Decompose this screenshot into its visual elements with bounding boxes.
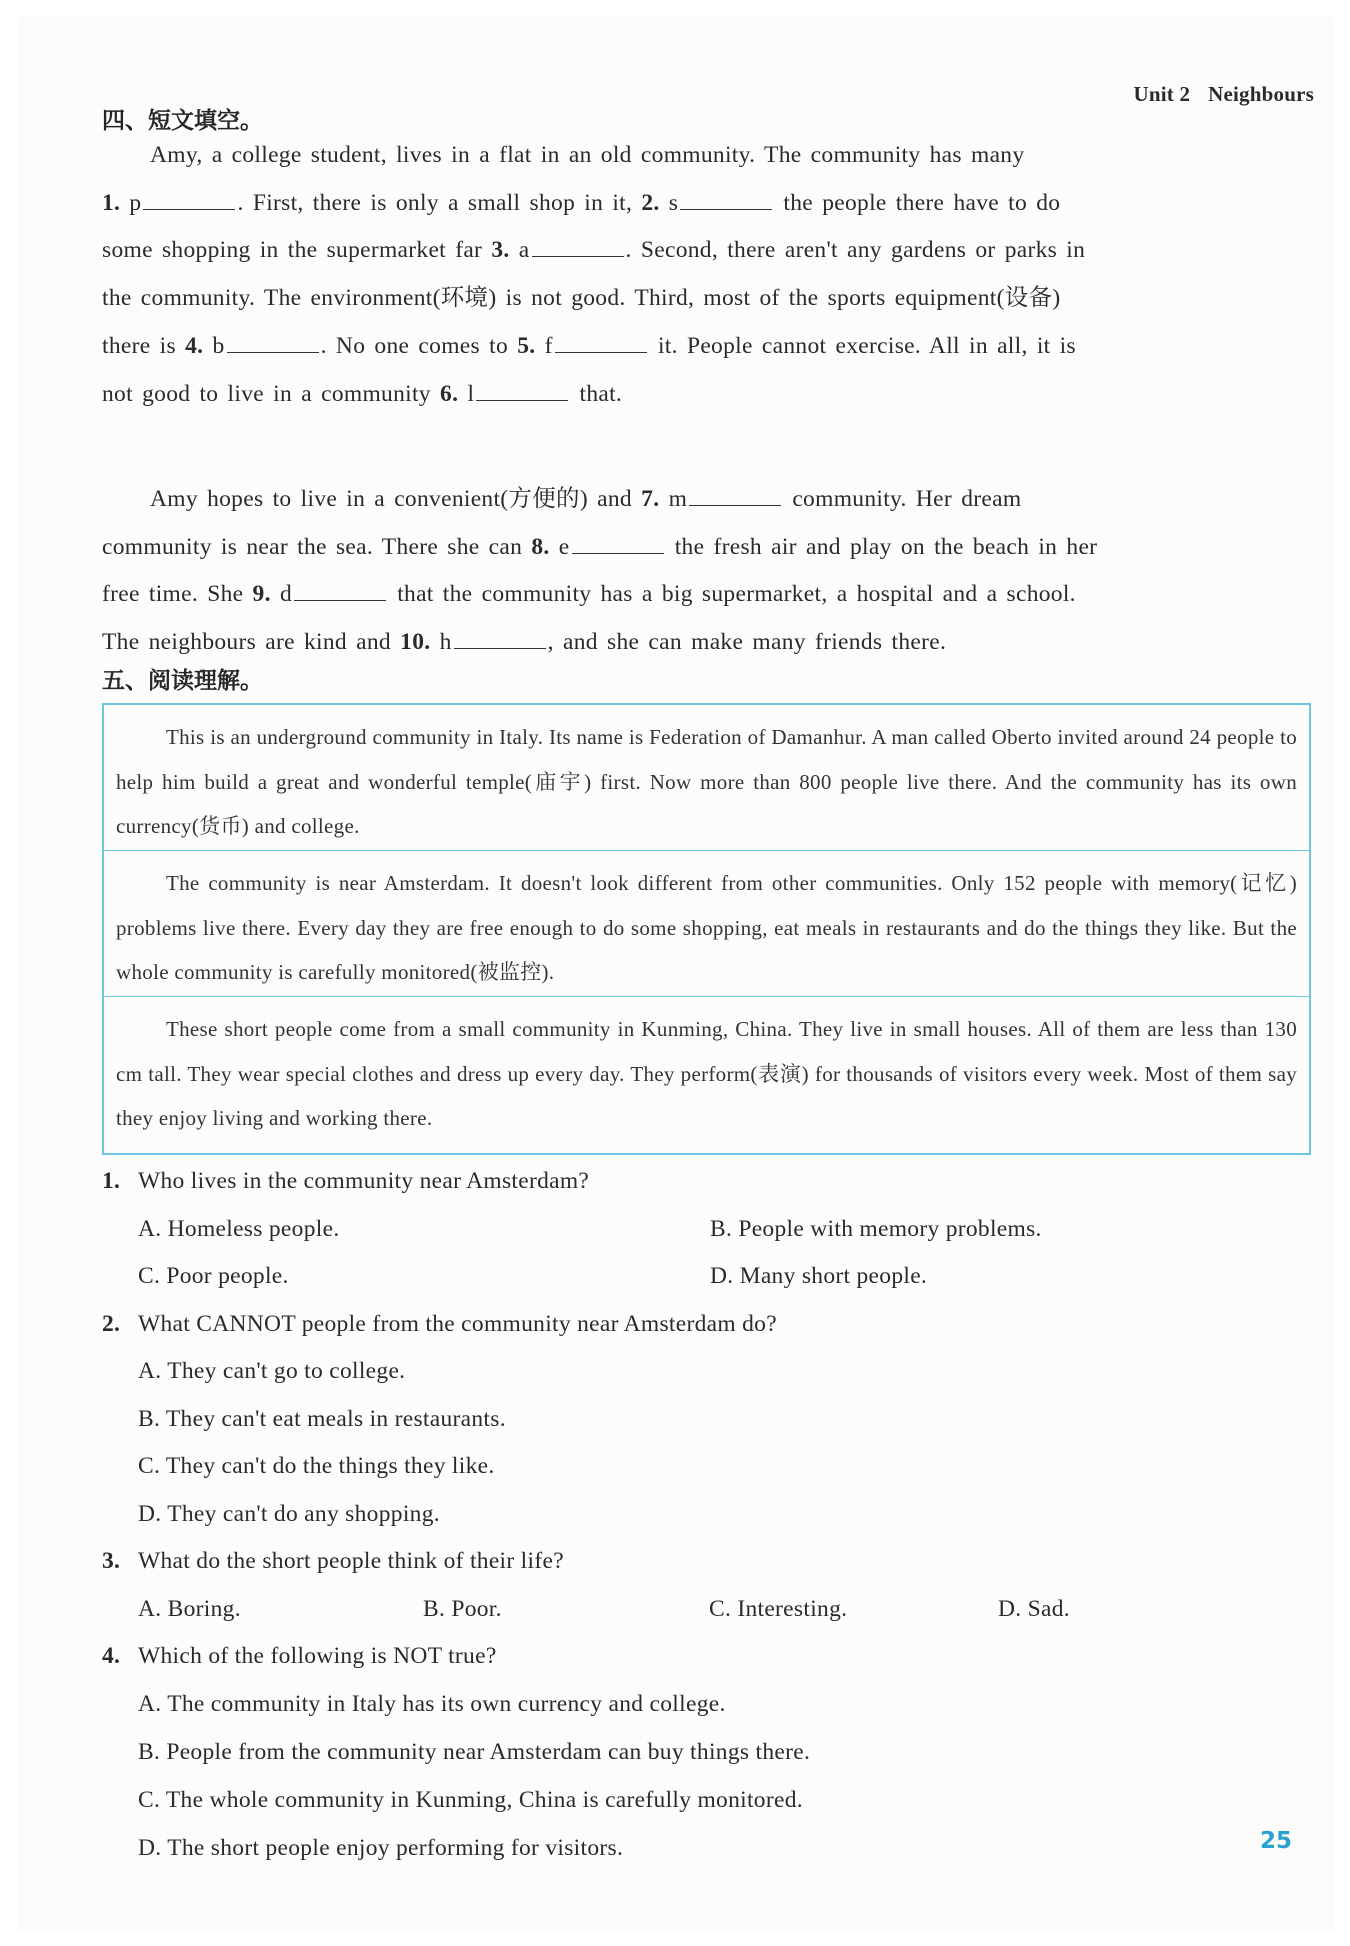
q1-option-c[interactable]: C. Poor people. xyxy=(138,1263,289,1289)
cloze-paragraph-1: Amy, a college student, lives in a flat in an old community. The community has many 1. p . First, there is only a small shop in it, 2. s the people there have to do some shopping in the supermarket far 3. a . Second, there aren't any gardens or parks in the community. The environment(环境) is not good. Third, most of the sports equipment(设备) there is 4. b . No one comes to 5. f it. People cannot exercise. All in all, it is not good to live in a community 6. l that. xyxy=(102,142,1086,407)
blank-6[interactable] xyxy=(476,382,568,401)
question-2: 2. What CANNOT people from the community near Amsterdam do? xyxy=(102,1311,777,1337)
q3-option-d[interactable]: D. Sad. xyxy=(998,1596,1070,1622)
passage-italy: This is an underground community in Italy. Its name is Federation of Damanhur. A man called Oberto invited around 24 people to help him build a great and wonderful temple(庙宇) first. Now more than 800 people live there. And the community has its own currency(货币) and college. xyxy=(104,705,1309,851)
unit-label: Unit 2 xyxy=(1133,82,1191,106)
blank-7[interactable] xyxy=(689,487,781,506)
page-header xyxy=(1134,82,1314,107)
workbook-page xyxy=(20,18,1332,1930)
question-3: 3. What do the short people think of their life? xyxy=(102,1548,564,1574)
unit-title: Neighbours xyxy=(1208,82,1314,106)
section-5-title: 五、阅读理解。 xyxy=(102,668,263,694)
q3-option-a[interactable]: A. Boring. xyxy=(138,1596,241,1622)
passage-amsterdam: The community is near Amsterdam. It doesn't look different from other communities. Only 152 people with memory(记忆) problems live there. Every day they are free enough to do some shopping, eat meals in restaurants and do the things they like. But the whole community is carefully monitored(被监控). xyxy=(104,851,1309,997)
q1-option-a[interactable]: A. Homeless people. xyxy=(138,1216,340,1242)
section-4-title: 四、短文填空。 xyxy=(102,108,263,134)
q4-option-d[interactable]: D. The short people enjoy performing for visitors. xyxy=(138,1835,624,1861)
blank-10[interactable] xyxy=(454,630,546,649)
q2-option-d[interactable]: D. They can't do any shopping. xyxy=(138,1501,440,1527)
q1-option-d[interactable]: D. Many short people. xyxy=(710,1263,928,1289)
reading-passages-box xyxy=(102,703,1311,1155)
q1-option-b[interactable]: B. People with memory problems. xyxy=(710,1216,1042,1242)
q2-option-a[interactable]: A. They can't go to college. xyxy=(138,1358,406,1384)
cloze-paragraph-2: Amy hopes to live in a convenient(方便的) and 7. m community. Her dream community is near the sea. There she can 8. e the fresh air and play on the beach in her free time. She 9. d that the community has a big supermarket, a hospital and a school. The neighbours are kind and 10. h , and she can make many friends there. xyxy=(102,486,1098,656)
blank-3[interactable] xyxy=(532,238,624,257)
question-4: 4. Which of the following is NOT true? xyxy=(102,1643,497,1669)
passage-kunming: These short people come from a small community in Kunming, China. They live in small houses. All of them are less than 130 cm tall. They wear special clothes and dress up every day. They perform(表演) for thousands of visitors every week. Most of them say they enjoy living and working there. xyxy=(116,1017,1297,1130)
q2-option-c[interactable]: C. They can't do the things they like. xyxy=(138,1453,495,1479)
question-1: 1. Who lives in the community near Amsterdam? xyxy=(102,1168,590,1194)
q3-option-b[interactable]: B. Poor. xyxy=(423,1596,502,1622)
blank-9[interactable] xyxy=(294,582,386,601)
blank-2[interactable] xyxy=(680,191,772,210)
q4-option-c[interactable]: C. The whole community in Kunming, China is carefully monitored. xyxy=(138,1787,803,1813)
q4-option-b[interactable]: B. People from the community near Amsterdam can buy things there. xyxy=(138,1739,811,1765)
q2-option-b[interactable]: B. They can't eat meals in restaurants. xyxy=(138,1406,506,1432)
blank-4[interactable] xyxy=(227,334,319,353)
page-number: 25 xyxy=(1260,1828,1293,1854)
blank-8[interactable] xyxy=(572,535,664,554)
blank-5[interactable] xyxy=(555,334,647,353)
q3-option-c[interactable]: C. Interesting. xyxy=(709,1596,848,1622)
q4-option-a[interactable]: A. The community in Italy has its own currency and college. xyxy=(138,1691,726,1717)
blank-1[interactable] xyxy=(143,191,235,210)
